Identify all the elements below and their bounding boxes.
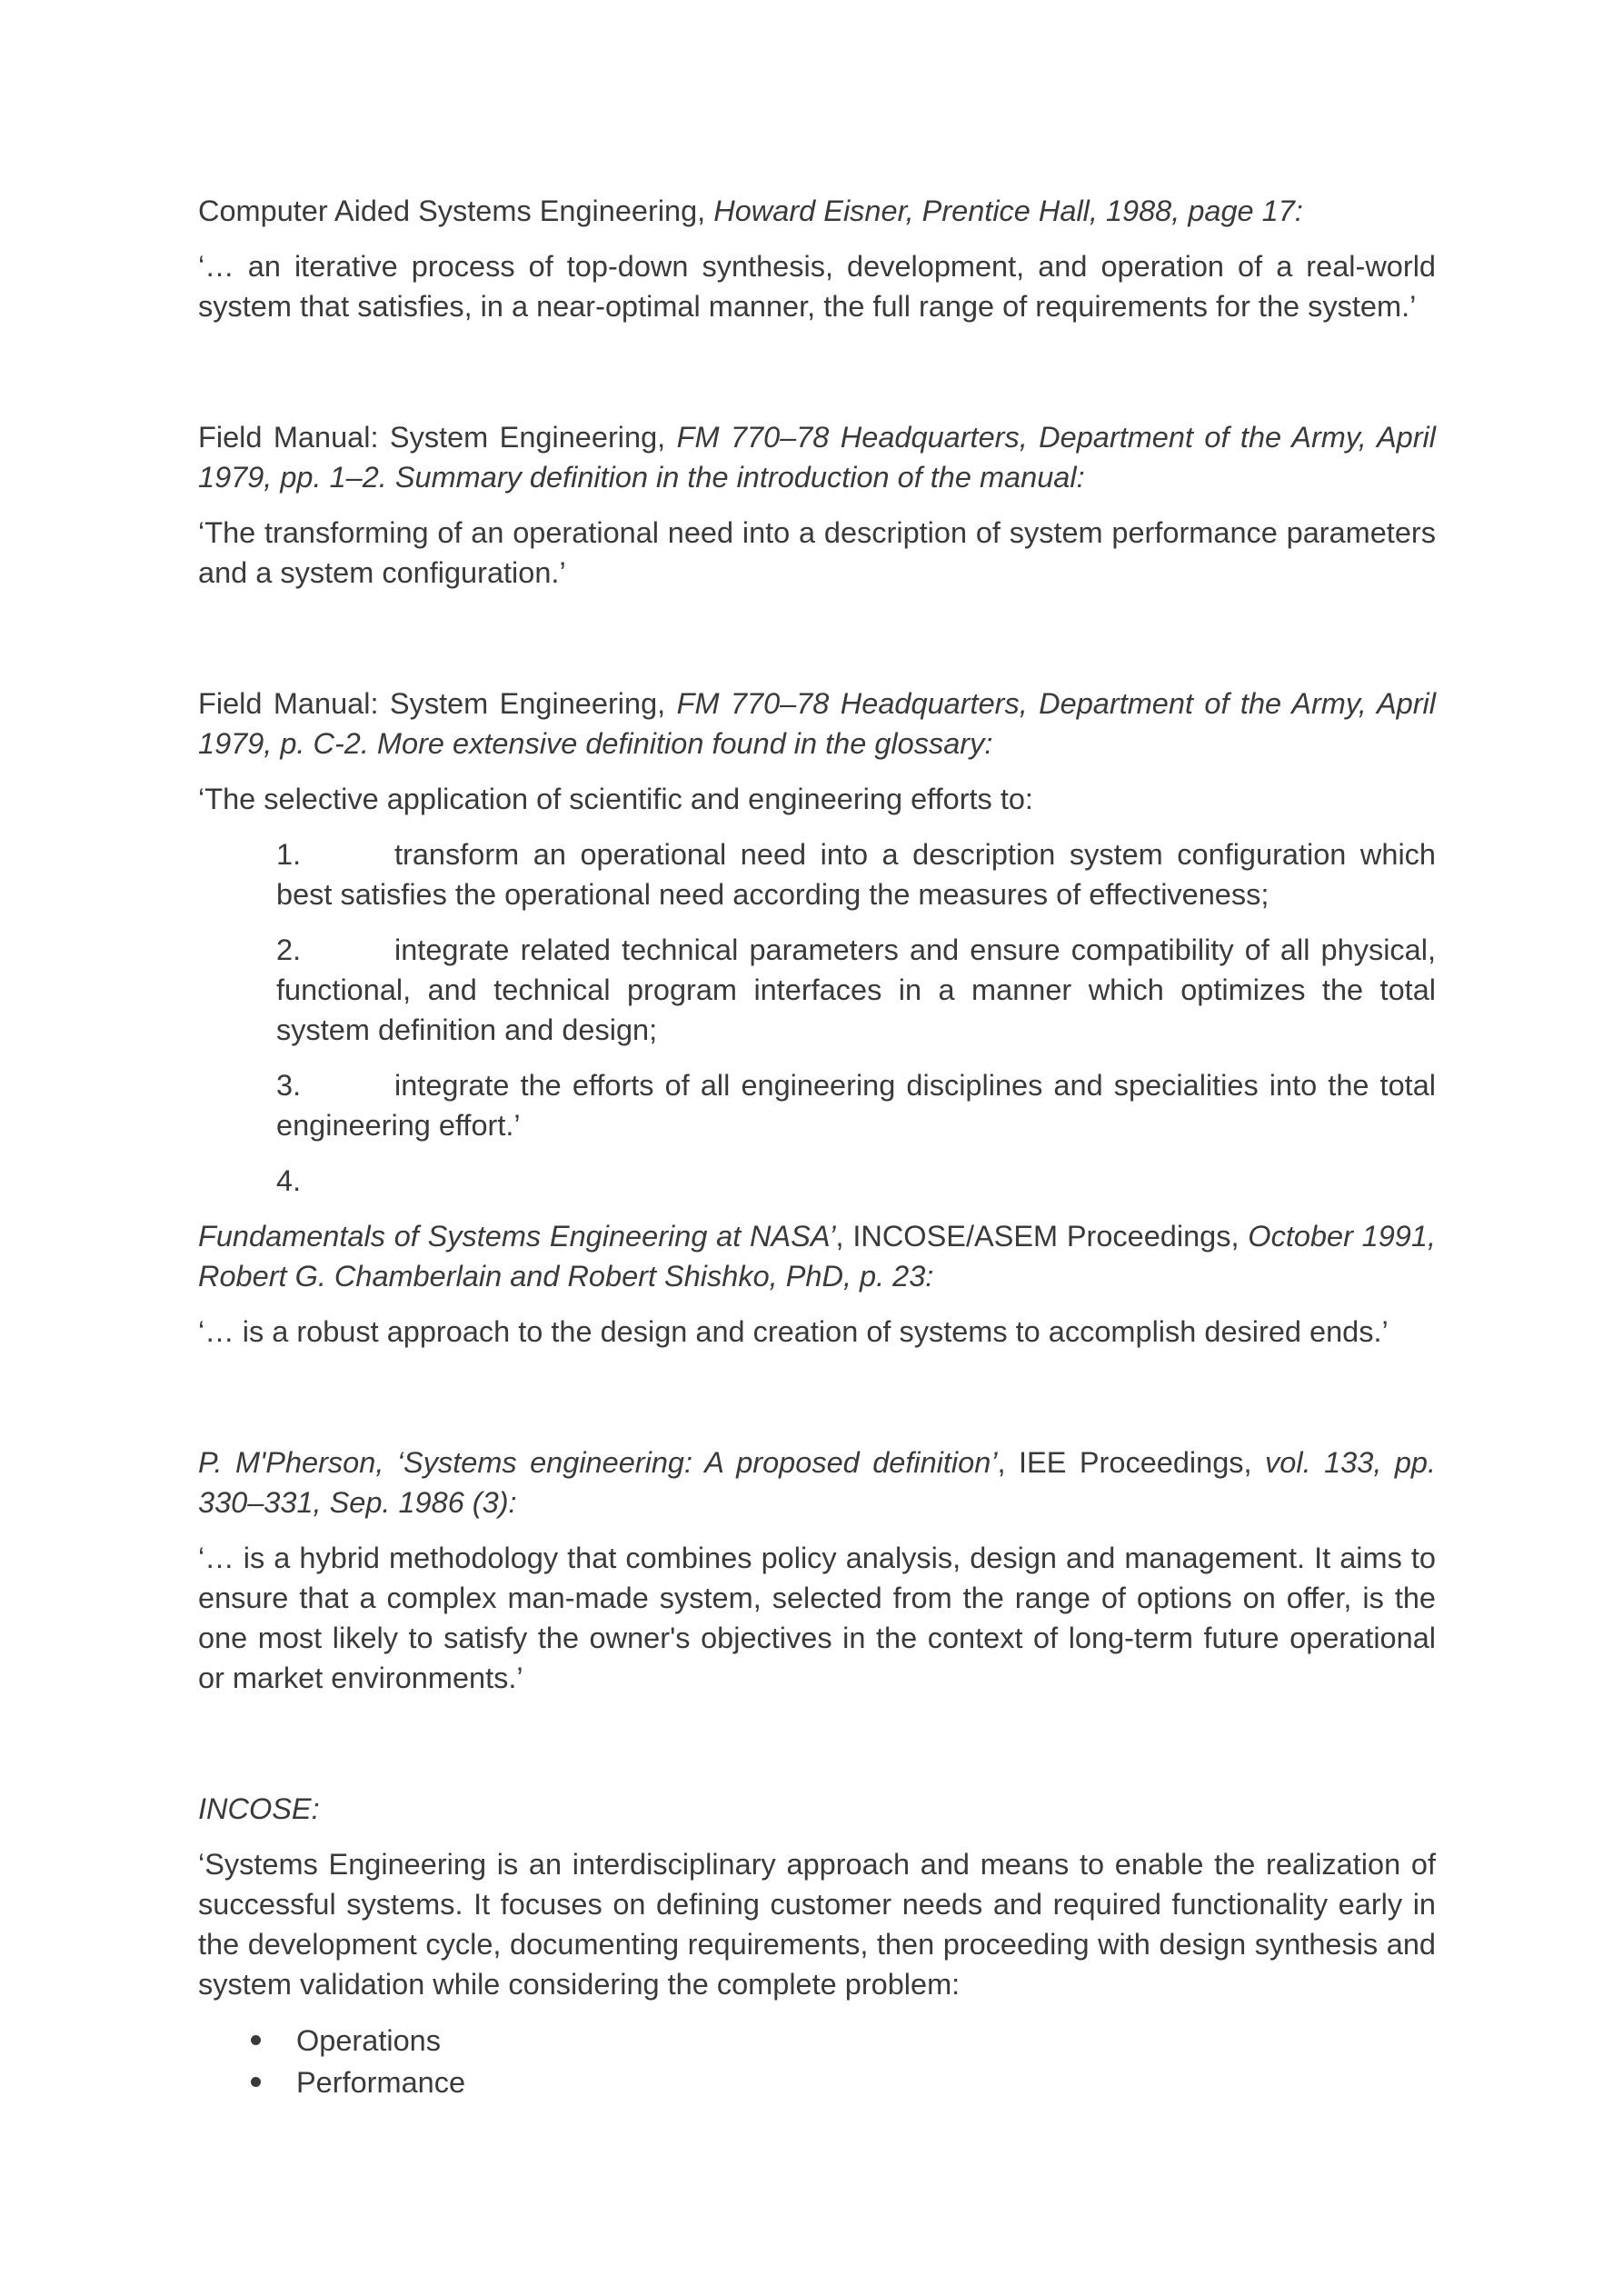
citation-details: vol. 133, pp. 330–331, Sep. 1986 (3): [198, 1446, 1436, 1519]
list-item-number: 3. [276, 1069, 302, 1102]
citation [198, 1789, 1436, 1829]
citation [198, 417, 1436, 497]
citation-source: , IEE Proceedings, [997, 1446, 1266, 1479]
list-item-number: 2. [276, 933, 302, 966]
bullet-item-text: Operations [296, 2024, 441, 2057]
definition-quote: ‘… is a robust approach to the design and creation of systems to accomplish desired ends.’ [198, 1315, 1389, 1348]
list-item [276, 930, 1436, 1050]
list-item-text: transform an operational need into a description system configuration which best satisfies the operational need according the measures of effectiveness; [276, 838, 1436, 911]
list-item [276, 1161, 1436, 1201]
numbered-list [276, 834, 1436, 1201]
citation-source: , INCOSE/ASEM Proceedings, [835, 1220, 1249, 1253]
list-item-text: integrate related technical parameters and ensure compatibility of all physical, functional, and technical program interfaces in a manner which optimizes the total system definition and design; [276, 933, 1436, 1046]
citation-title: Fundamentals of Systems Engineering at NASA’ [198, 1220, 836, 1253]
bullet-list [198, 2020, 1436, 2103]
bullet-icon [251, 2077, 261, 2087]
citation [198, 684, 1436, 764]
citation-title: P. M'Pherson, ‘Systems engineering: A proposed definition’ [198, 1446, 998, 1479]
bullet-item-text: Performance [296, 2066, 466, 2099]
citation-source: Field Manual: System Engineering, [198, 687, 677, 720]
citation-source: Computer Aided Systems Engineering, [198, 195, 714, 227]
citation-details: INCOSE: [198, 1792, 320, 1825]
definition-quote: ‘The selective application of scientific and engineering efforts to: [198, 783, 1033, 815]
bullet-icon [251, 2035, 261, 2045]
definition-quote: ‘The transforming of an operational need into a description of system performance parameters and a system configuration.’ [198, 516, 1436, 589]
document-page [198, 191, 1436, 2103]
definition-quote: ‘Systems Engineering is an interdisciplinary approach and means to enable the realization of successful systems. It focuses on defining customer needs and required functionality early in the development cycle, documenting requirements, then proceeding with design synthesis and system validation while considering the complete problem: [198, 1848, 1436, 2001]
bullet-item [198, 2020, 1436, 2061]
definition-quote: ‘… is a hybrid methodology that combines policy analysis, design and management. It aims to ensure that a complex man-made system, selected from the range of options on offer, is the one most likely to satisfy the owner's objectives in the context of long-term future operational or market environments.’ [198, 1542, 1436, 1694]
citation [198, 191, 1436, 231]
list-item-number: 4. [276, 1164, 302, 1197]
citation-source: Field Manual: System Engineering, [198, 421, 677, 454]
list-item [276, 1065, 1436, 1145]
list-item [276, 834, 1436, 914]
citation-details: Howard Eisner, Prentice Hall, 1988, page 17: [713, 195, 1303, 227]
citation-details: FM 770–78 Headquarters, Department of the Army, April 1979, pp. 1–2. Summary definition in the introduction of the manual: [198, 421, 1436, 494]
definition-quote: ‘… an iterative process of top-down synthesis, development, and operation of a real-world system that satisfies, in a near-optimal manner, the full range of requirements for the system.’ [198, 250, 1436, 323]
list-item-text: integrate the efforts of all engineering disciplines and specialities into the total engineering effort.’ [276, 1069, 1436, 1142]
citation-details: October 1991, Robert G. Chamberlain and Robert Shishko, PhD, p. 23: [198, 1220, 1436, 1293]
citation-details: FM 770–78 Headquarters, Department of the Army, April 1979, p. C-2. More extensive definition found in the glossary: [198, 687, 1436, 760]
list-item-number: 1. [276, 838, 302, 871]
citation [198, 1442, 1436, 1522]
bullet-item [198, 2061, 1436, 2103]
citation [198, 1216, 1436, 1296]
